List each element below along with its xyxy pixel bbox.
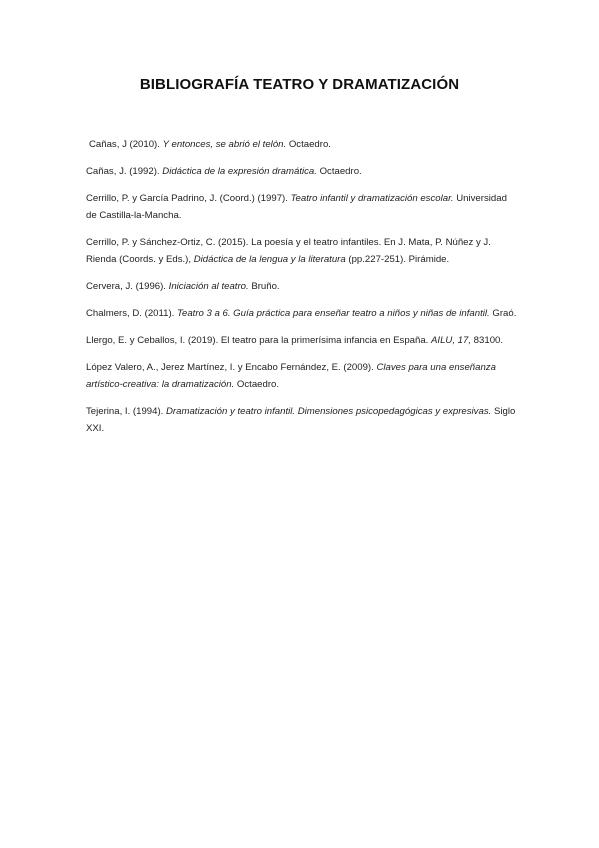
reference-text: Chalmers, D. (2011). xyxy=(86,308,177,319)
reference-work-title: Didáctica de la expresión dramática. xyxy=(162,166,317,177)
reference-publisher: Octaedro. xyxy=(286,139,331,150)
reference-item xyxy=(86,163,518,180)
reference-publisher: Octaedro. xyxy=(316,166,362,177)
reference-text: Cervera, J. (1996). xyxy=(86,281,169,292)
reference-item xyxy=(86,305,518,322)
reference-item xyxy=(86,190,518,224)
reference-item xyxy=(86,278,518,295)
reference-publisher: 83100. xyxy=(471,335,504,346)
reference-publisher: Graó. xyxy=(489,308,517,319)
reference-text: Tejerina, I. (1994). xyxy=(86,406,166,417)
reference-work-title: Y entonces, se abrió el telón. xyxy=(162,139,287,150)
reference-text: Cerrillo, P. y Sánchez-Ortiz, C. (2015). La poesía y el teatro infantiles. En J. Mata, P. Núñez y J. Rienda (Coords. y Eds.), xyxy=(86,237,491,265)
reference-text: Cerrillo, P. y García Padrino, J. (Coord.) (1997). xyxy=(86,193,291,204)
reference-text: Cañas, J (2010). xyxy=(89,139,163,150)
reference-publisher: Octaedro. xyxy=(234,379,280,390)
reference-item xyxy=(86,332,518,349)
reference-work-title: Teatro 3 a 6. Guía práctica para enseñar teatro a niños y niñas de infantil. xyxy=(177,308,490,319)
page-title: BIBLIOGRAFÍA TEATRO Y DRAMATIZACIÓN xyxy=(139,76,460,93)
reference-publisher: (pp.227-251). Pirámide. xyxy=(345,254,450,265)
reference-item xyxy=(86,359,518,393)
reference-item xyxy=(86,403,518,437)
reference-item xyxy=(86,234,518,268)
reference-text: Cañas, J. (1992). xyxy=(86,166,163,177)
reference-item xyxy=(86,136,518,153)
reference-text: López Valero, A., Jerez Martínez, I. y Encabo Fernández, E. (2009). xyxy=(86,362,377,373)
reference-work-title: Claves para una enseñanza artístico-creativa: la dramatización. xyxy=(86,362,496,390)
reference-publisher: Universidad de Castilla-la-Mancha. xyxy=(86,193,507,221)
reference-work-title: AILU, 17, xyxy=(431,335,472,346)
reference-work-title: Didáctica de la lengua y la literatura xyxy=(193,254,346,265)
reference-text: Llergo, E. y Ceballos, I. (2019). El teatro para la primerísima infancia en España. xyxy=(86,335,432,346)
reference-work-title: Iniciación al teatro. xyxy=(168,281,249,292)
reference-list xyxy=(86,136,518,447)
reference-publisher: Siglo XXI. xyxy=(86,406,516,434)
reference-work-title: Teatro infantil y dramatización escolar. xyxy=(290,193,454,204)
reference-publisher: Bruño. xyxy=(248,281,280,292)
reference-work-title: Dramatización y teatro infantil. Dimensiones psicopedagógicas y expresivas. xyxy=(166,406,492,417)
